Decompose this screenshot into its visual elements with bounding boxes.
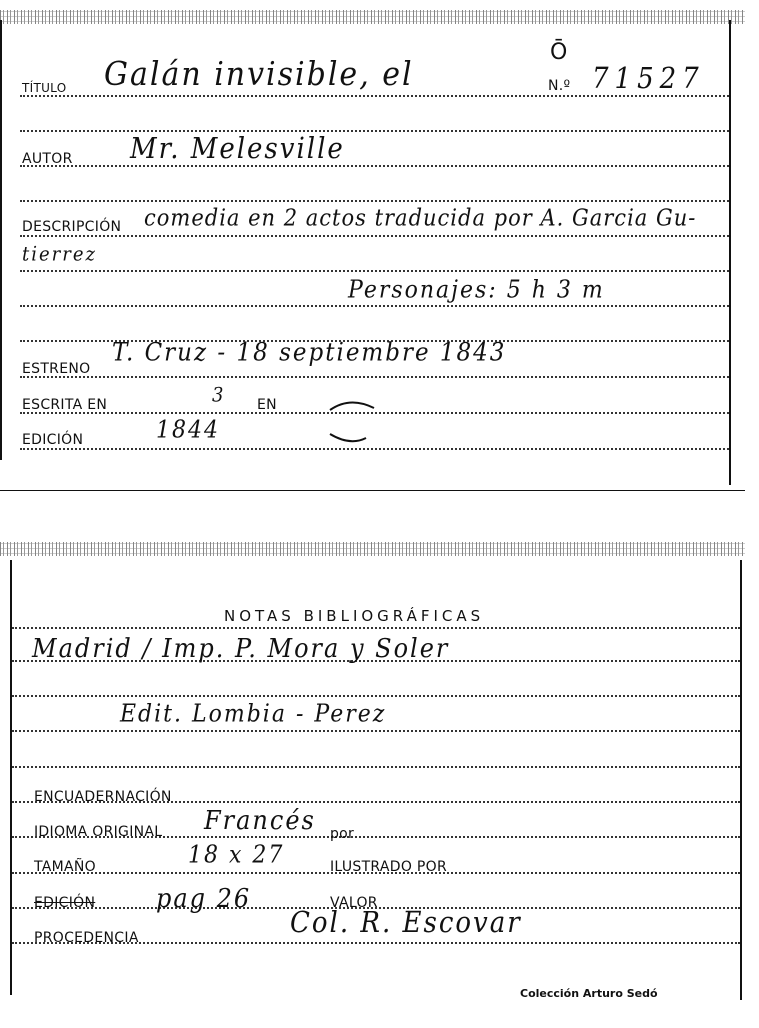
rule-line: [20, 305, 729, 307]
card-left-border: [0, 20, 2, 460]
edicion-value: 1844: [156, 416, 220, 445]
descripcion-label: DESCRIPCIÓN: [22, 219, 122, 235]
rule-line: [20, 448, 729, 450]
rule-line: [20, 165, 729, 167]
notas-heading: NOTAS BIBLIOGRÁFICAS: [224, 607, 485, 625]
notas-line-1: Madrid / Imp. P. Mora y Soler: [32, 632, 450, 664]
escrita-en-value: 3: [212, 383, 226, 408]
rule-line: [12, 695, 740, 697]
edicion-label-struck: EDICIÓN: [34, 895, 96, 911]
edicion-value: pag 26: [156, 882, 252, 914]
rule-line: [20, 270, 729, 272]
ilustrado-label: ILUSTRADO POR: [330, 859, 447, 875]
card-left-border: [10, 560, 12, 995]
notas-line-2: Edit. Lombia - Perez: [120, 700, 387, 729]
numero-mark: Ō: [550, 40, 568, 65]
autor-value: Mr. Melesville: [130, 132, 345, 166]
tamano-label: TAMAÑO: [34, 859, 96, 875]
valor-label: VALOR: [330, 895, 378, 911]
rule-line: [12, 766, 740, 768]
en-label: EN: [257, 397, 277, 413]
rule-line: [12, 627, 740, 629]
procedencia-label: PROCEDENCIA: [34, 930, 139, 946]
catalog-card-front: [0, 0, 759, 495]
encuadernacion-label: ENCUADERNACIÓN: [34, 789, 172, 805]
estreno-label: ESTRENO: [22, 361, 91, 377]
escrita-en-label: ESCRITA EN: [22, 397, 108, 413]
titulo-label: TÍTULO: [22, 81, 67, 95]
catalog-card-back: [0, 530, 759, 1028]
descripcion-value-continued: tierrez: [22, 242, 97, 267]
autor-label: AUTOR: [22, 151, 73, 167]
card-top-edge: [0, 542, 745, 556]
rule-line: [20, 200, 729, 202]
card-right-border: [740, 560, 742, 1000]
numero-label: N.º: [548, 78, 571, 94]
edicion-label: EDICIÓN: [22, 432, 84, 448]
personajes-value: Personajes: 5 h 3 m: [348, 276, 605, 305]
tamano-value: 18 x 27: [188, 841, 285, 870]
idioma-label: IDIOMA ORIGINAL: [34, 824, 163, 840]
estreno-value: T. Cruz - 18 septiembre 1843: [112, 338, 507, 368]
collection-footer: Colección Arturo Sedó: [520, 987, 658, 1000]
descripcion-value: comedia en 2 actos traducida por A. Garcia Gu-: [144, 204, 697, 232]
rule-line: [20, 130, 729, 132]
card-right-border: [729, 20, 731, 485]
procedencia-value: Col. R. Escovar: [290, 906, 522, 940]
punch-hole-shadow: [322, 388, 382, 448]
idioma-value: Francés: [204, 804, 316, 836]
rule-line: [20, 376, 729, 378]
card-bottom-border: [0, 490, 745, 491]
rule-line: [20, 235, 729, 237]
rule-line: [12, 730, 740, 732]
titulo-value: Galán invisible, el: [104, 55, 414, 94]
numero-value: 71527: [592, 62, 705, 96]
por-label: por: [330, 826, 355, 842]
card-top-edge: [0, 10, 745, 24]
